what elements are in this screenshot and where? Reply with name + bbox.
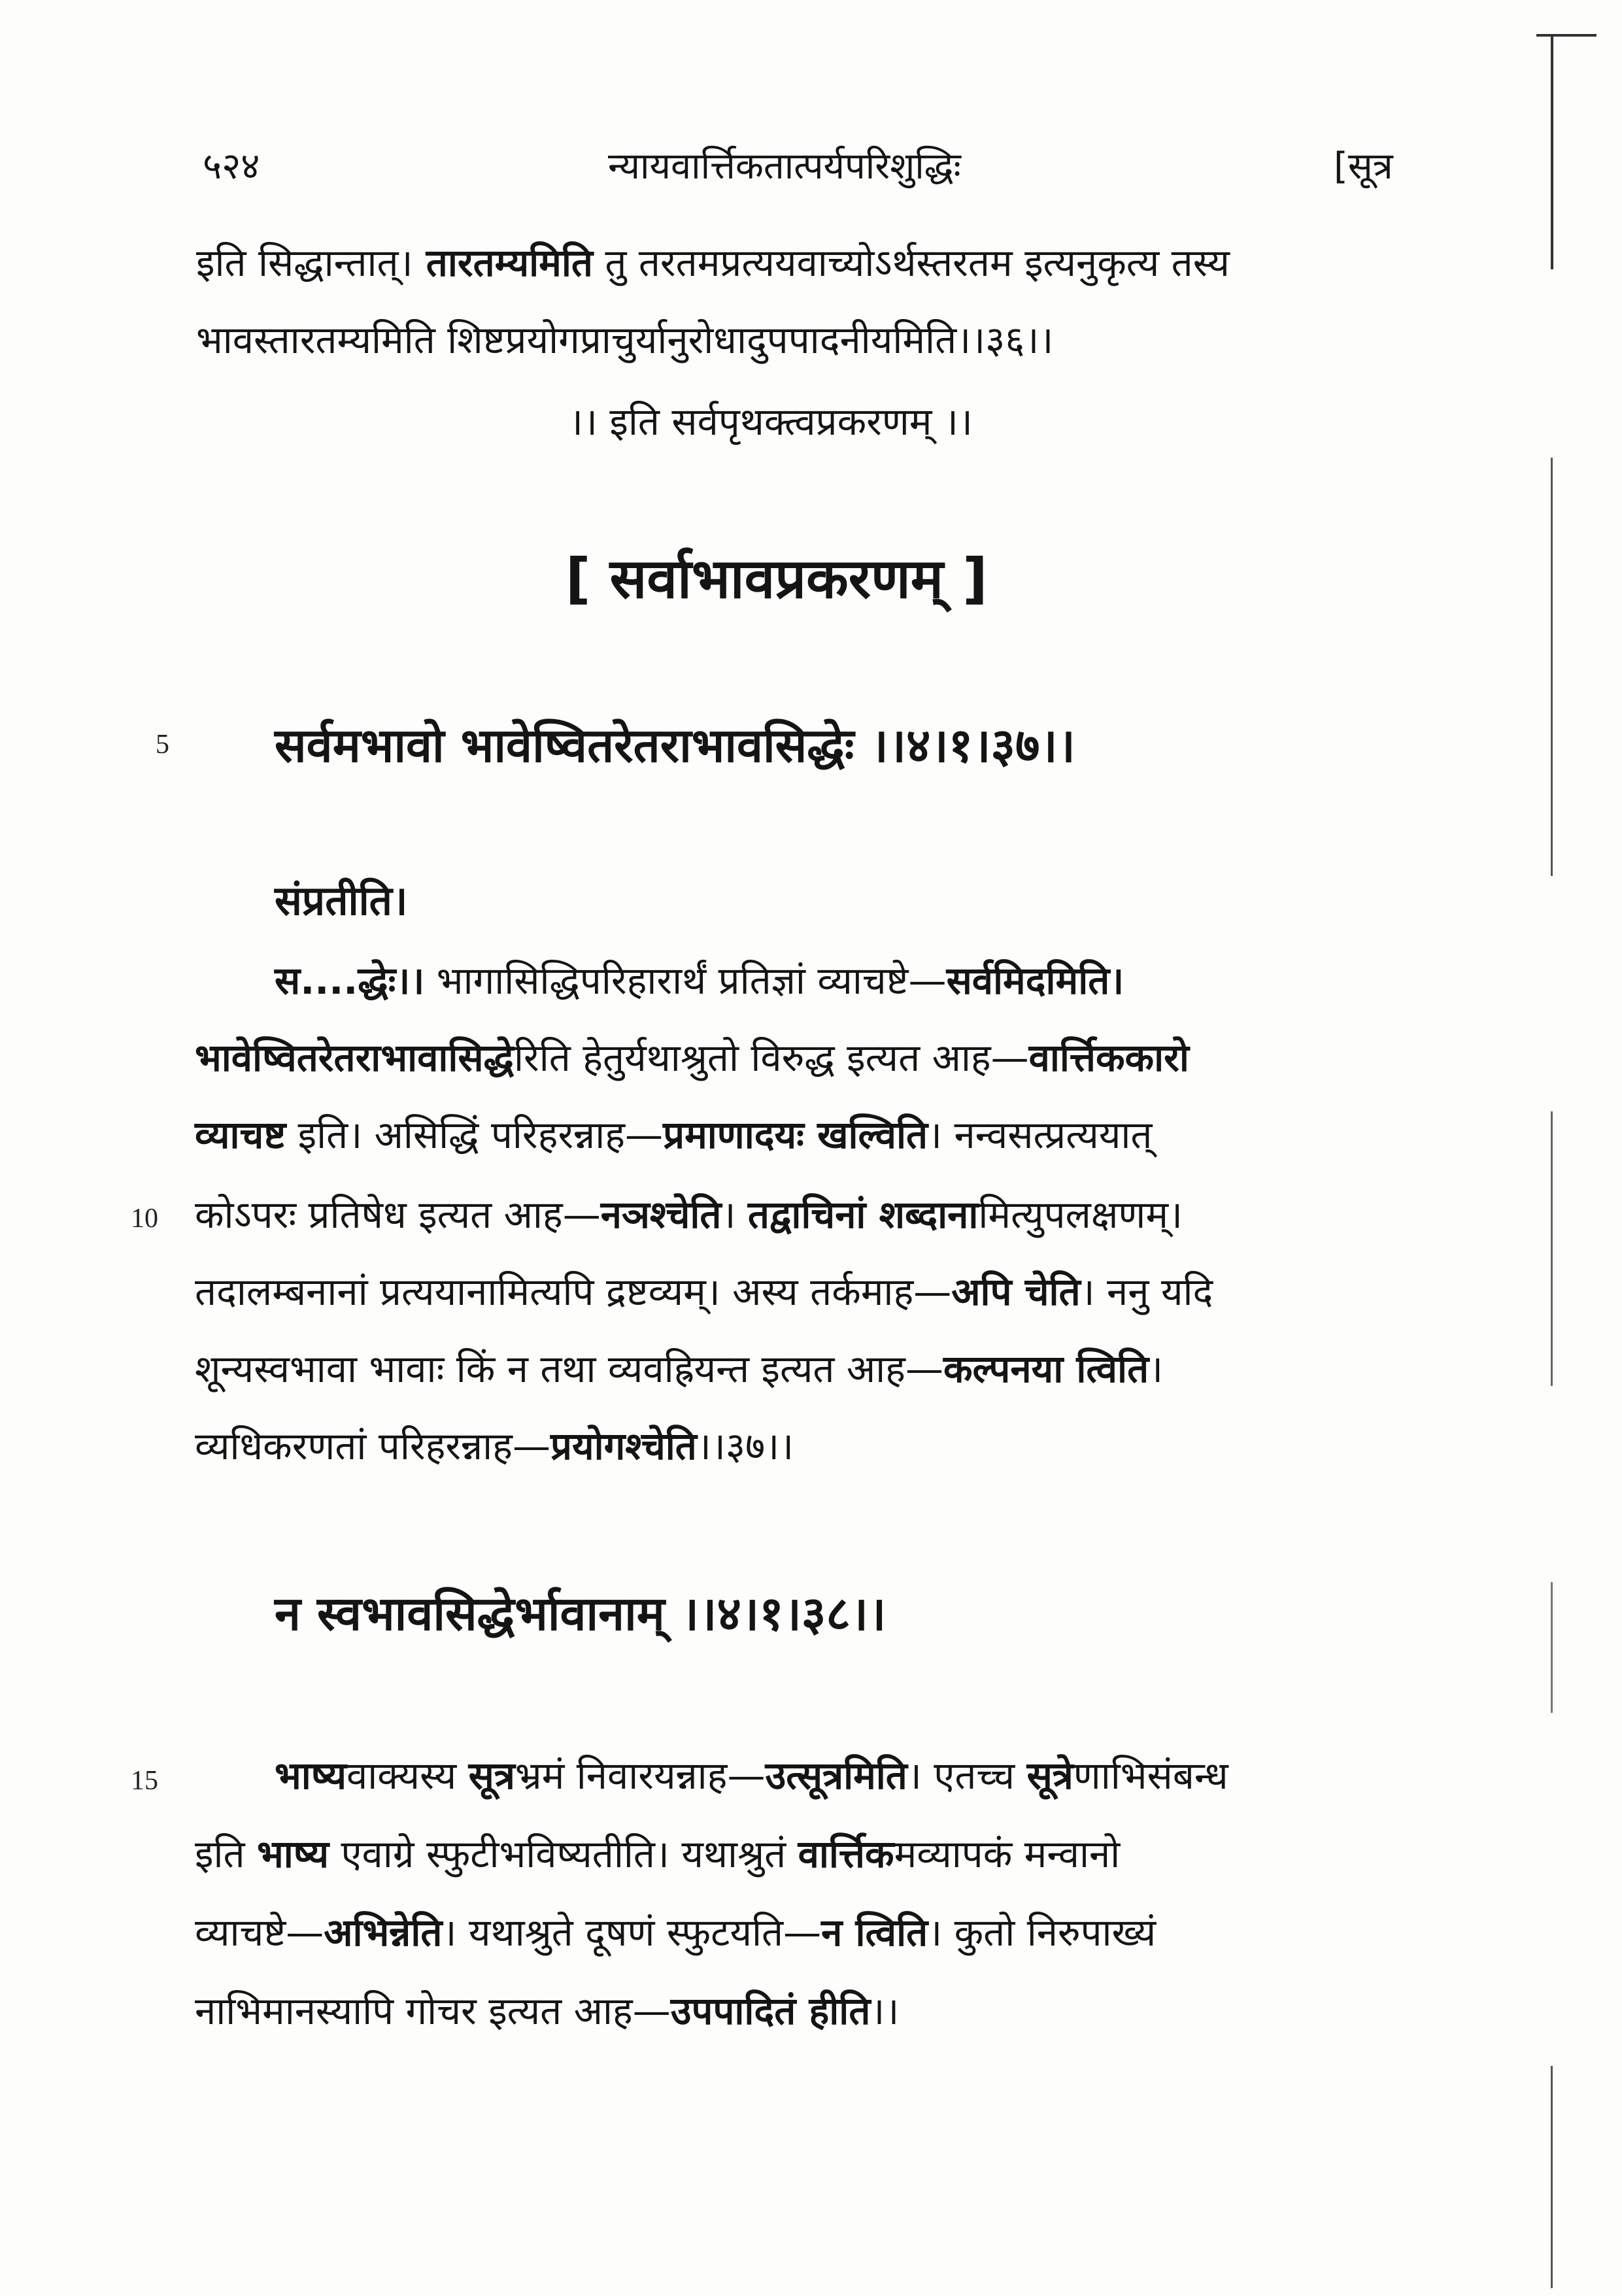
line-number: 15 <box>131 1766 158 1796</box>
text-run: । कुतो निरुपाख्यं <box>928 1910 1157 1955</box>
scan-edge-line <box>1551 1582 1553 1713</box>
text-run-bold: अभिन्नेति <box>324 1910 443 1955</box>
running-title: न्यायवार्त्तिकतात्पर्यपरिशुद्धिः <box>608 145 961 188</box>
text-run: । <box>1149 1347 1164 1391</box>
text-run: णाभिसंबन्ध <box>1073 1753 1228 1798</box>
sutra-38: न स्वभावसिद्धेर्भावानाम् ।।४।१।३८।। <box>275 1586 887 1641</box>
text-run-bold: भाष्य <box>275 1753 347 1798</box>
text-line <box>195 1032 1189 1084</box>
text-run: ।। <box>870 1989 900 2033</box>
text-line <box>195 1420 794 1472</box>
text-run-bold: स....द्धेः।। <box>275 958 425 1003</box>
text-run: इति। असिद्धिं परिहरन्नाह— <box>286 1113 664 1157</box>
text-run: नाभिमानस्यापि गोचर इत्यत आह— <box>195 1989 671 2033</box>
text-run-bold: उपपादितं हीति <box>670 1989 871 2033</box>
section-tag: [सूत्र <box>1334 145 1393 188</box>
text-run-bold: नञश्चेति <box>600 1192 722 1237</box>
text-run: रिति हेतुर्यथाश्रुतो विरुद्ध इत्यत आह— <box>513 1036 1029 1080</box>
text-line <box>195 1828 1120 1880</box>
text-line <box>195 1189 1183 1241</box>
page-number: ५२४ <box>203 145 260 188</box>
text-run: तु तरतमप्रत्ययवाच्योऽर्थस्तरतम इत्यनुकृत्य तस्य <box>592 241 1230 285</box>
text-run-bold: प्रयोगश्चेति <box>550 1424 697 1468</box>
text-run-bold: न त्विति <box>821 1910 928 1955</box>
text-run: वाक्यस्य <box>346 1753 469 1798</box>
line-number: 5 <box>156 730 169 760</box>
text-run: । <box>721 1192 748 1237</box>
line-number: 10 <box>131 1204 158 1234</box>
text-run: कोऽपरः प्रतिषेध इत्यत आह— <box>195 1192 601 1237</box>
text-line <box>275 1749 1228 1802</box>
text-run-bold: सूत्रे <box>1026 1753 1073 1798</box>
text-run: । ननु यदि <box>1080 1270 1213 1314</box>
text-run-bold: व्याचष्ट <box>195 1113 286 1157</box>
text-run-bold: सर्वमिदमिति। <box>946 958 1124 1003</box>
text-line <box>195 1906 1156 1959</box>
text-run: मव्यापकं मन्वानो <box>894 1832 1121 1876</box>
text-run: भ्रमं निवारयन्नाह— <box>515 1753 766 1798</box>
text-line <box>275 954 1124 1007</box>
scan-edge-mark <box>1536 34 1597 37</box>
scan-edge-line <box>1551 458 1553 876</box>
text-run: एवाग्रे स्फुटीभविष्यतीति। यथाश्रुतं <box>329 1832 798 1876</box>
text-run-bold: तद्वाचिनां शब्दाना <box>747 1192 979 1237</box>
text-run: । यथाश्रुते दूषणं स्फुटयति— <box>442 1910 822 1955</box>
text-run: भावस्तारतम्यमिति शिष्टप्रयोगप्राचुर्यानुरोधादुपपादनीयमिति।।३६।। <box>196 318 1054 362</box>
text-run: भागासिद्धिपरिहारार्थं प्रतिज्ञां व्याचष्टे— <box>424 958 947 1003</box>
text-line <box>196 314 1053 366</box>
text-run: शून्यस्वभावा भावाः किं न तथा व्यवह्रियन्त इत्यत आह— <box>195 1347 943 1391</box>
text-run-bold: प्रमाणादयः खल्विति <box>663 1113 928 1157</box>
text-run-bold: वार्त्तिककारो <box>1028 1036 1189 1080</box>
text-line <box>195 1109 1152 1161</box>
text-run: इति सिद्धान्तात्। <box>196 241 413 285</box>
text-run-bold: कल्पनया त्विति <box>943 1347 1149 1391</box>
pratika-heading: संप्रतीति। <box>275 877 408 924</box>
text-run: व्याचष्टे— <box>195 1910 324 1955</box>
text-run: इति <box>195 1832 257 1876</box>
section-title: [ सर्वाभावप्रकरणम् ] <box>566 547 988 611</box>
text-run-bold: अपि चेति <box>951 1270 1081 1314</box>
sutra-37: सर्वमभावो भावेष्वितरेतराभावसिद्धेः ।।४।१।३७।। <box>275 718 1075 773</box>
scan-edge-line <box>1551 1111 1553 1386</box>
text-run: व्यधिकरणतां परिहरन्नाह— <box>195 1424 550 1468</box>
text-run-bold: भावेष्वितरेतराभावासिद्धे <box>195 1036 514 1080</box>
text-run: ।।३७।। <box>696 1424 794 1468</box>
scan-edge-line <box>1551 34 1553 269</box>
text-run-bold: उत्सूत्रमिति <box>765 1753 907 1798</box>
colophon: ।। इति सर्वपृथक्त्वप्रकरणम् ।। <box>569 399 973 444</box>
text-line <box>195 1266 1213 1318</box>
text-run-bold: भाष्य <box>257 1832 329 1876</box>
text-run-bold: वार्त्तिक <box>798 1832 894 1876</box>
scan-edge-line <box>1551 2066 1553 2288</box>
text-line <box>195 1985 899 2037</box>
text-run-bold: तारतम्यमिति <box>413 241 593 285</box>
text-run: । एतच्च <box>907 1753 1027 1798</box>
text-line <box>195 1343 1163 1395</box>
text-run: तदालम्बनानां प्रत्ययानामित्यपि द्रष्टव्यम्। अस्य तर्कमाह— <box>195 1270 952 1314</box>
text-line <box>196 237 1230 289</box>
text-run: मित्युपलक्षणम्। <box>978 1192 1183 1237</box>
text-run: । नन्वसत्प्रत्ययात् <box>928 1113 1153 1157</box>
text-run-bold: सूत्र <box>468 1753 515 1798</box>
